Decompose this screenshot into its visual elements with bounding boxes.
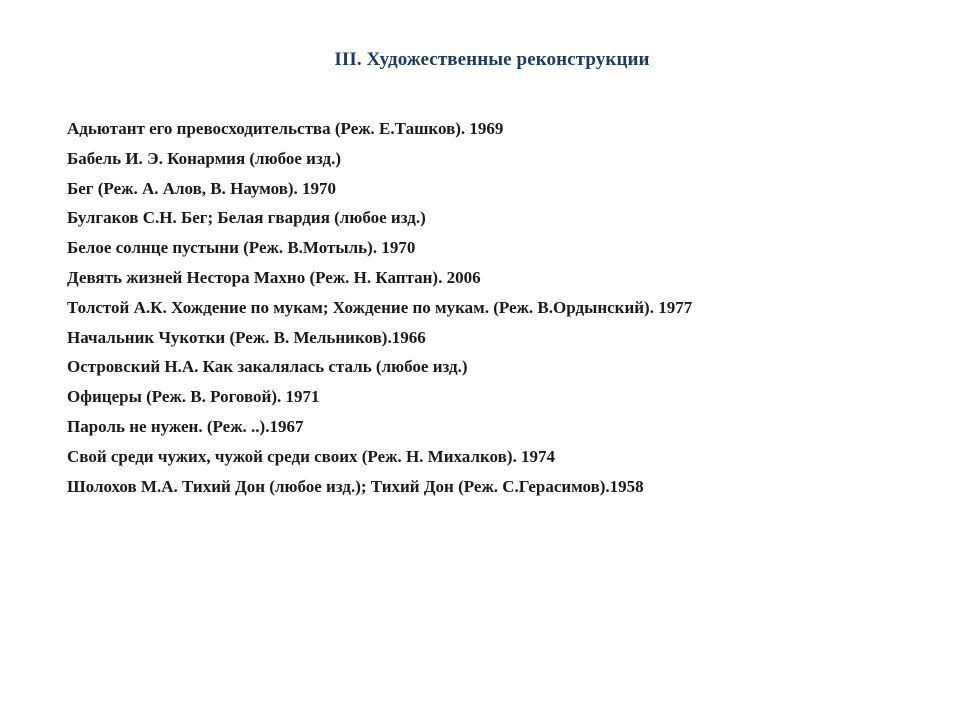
slide-title: III. Художественные реконструкции (334, 49, 650, 70)
list-item: Свой среди чужих, чужой среди своих (Реж. Н. Михалков). 1974 (67, 446, 555, 466)
list-item: Бег (Реж. А. Алов, В. Наумов). 1970 (67, 178, 337, 198)
list-item: Адьютант его превосходительства (Реж. Е.Ташков). 1969 (67, 119, 504, 138)
list-item: Пароль не нужен. (Реж. ..).1967 (67, 416, 304, 436)
list-item: Бабель И. Э. Конармия (любое изд.) (67, 148, 341, 168)
list-item: Офицеры (Реж. В. Роговой). 1971 (67, 387, 320, 407)
list-item: Шолохов М.А. Тихий Дон (любое изд.); Тихий Дон (Реж. С.Герасимов).1958 (67, 476, 644, 496)
list-item: Островский Н.А. Как закалялась сталь (любое изд.) (67, 357, 468, 377)
list-item: Начальник Чукотки (Реж. В. Мельников).1966 (67, 327, 426, 347)
list-item: Булгаков С.Н. Бег; Белая гвардия (любое изд.) (67, 208, 426, 228)
list-item: Белое солнце пустыни (Реж. В.Мотыль). 1970 (67, 238, 416, 258)
list-item: Толстой А.К. Хождение по мукам; Хождение по мукам. (Реж. В.Ордынский). 1977 (67, 297, 693, 317)
reference-list (67, 114, 692, 501)
list-item: Девять жизней Нестора Махно (Реж. Н. Каптан). 2006 (67, 267, 481, 287)
